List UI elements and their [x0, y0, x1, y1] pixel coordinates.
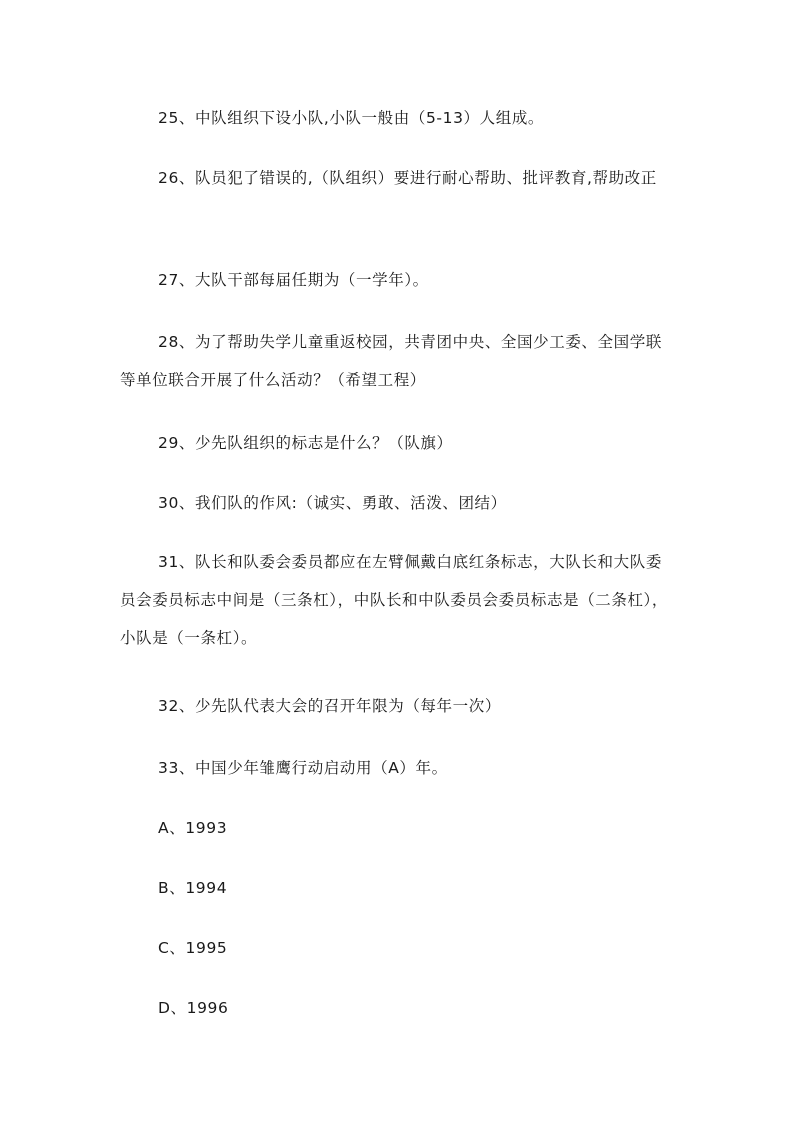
question-32: 32、少先队代表大会的召开年限为（每年一次）	[158, 697, 501, 715]
question-26: 26、队员犯了错误的,（队组织）要进行耐心帮助、批评教育,帮助改正	[158, 169, 657, 187]
question-31: 31、队长和队委会委员都应在左臂佩戴白底红条标志，大队长和大队委员会委员标志中间是（三条杠），中队长和中队委员会委员标志是（二条杠），小队是（一条杠）。	[120, 553, 669, 647]
option-c: C、1995	[158, 939, 228, 957]
option-b: B、1994	[158, 879, 228, 897]
question-30: 30、我们队的作风:（诚实、勇敢、活泼、团结）	[158, 494, 507, 512]
question-27: 27、大队干部每届任期为（一学年）。	[158, 271, 429, 289]
question-28: 28、为了帮助失学儿童重返校园，共青团中央、全国少工委、全国学联等单位联合开展了什么活动？（希望工程）	[120, 333, 662, 389]
question-25: 25、中队组织下设小队,小队一般由（5-13）人组成。	[158, 109, 545, 127]
question-29: 29、少先队组织的标志是什么？（队旗）	[158, 434, 453, 452]
option-a: A、1993	[158, 819, 228, 837]
question-33: 33、中国少年雏鹰行动启动用（A）年。	[158, 759, 448, 777]
option-d: D、1996	[158, 999, 229, 1017]
